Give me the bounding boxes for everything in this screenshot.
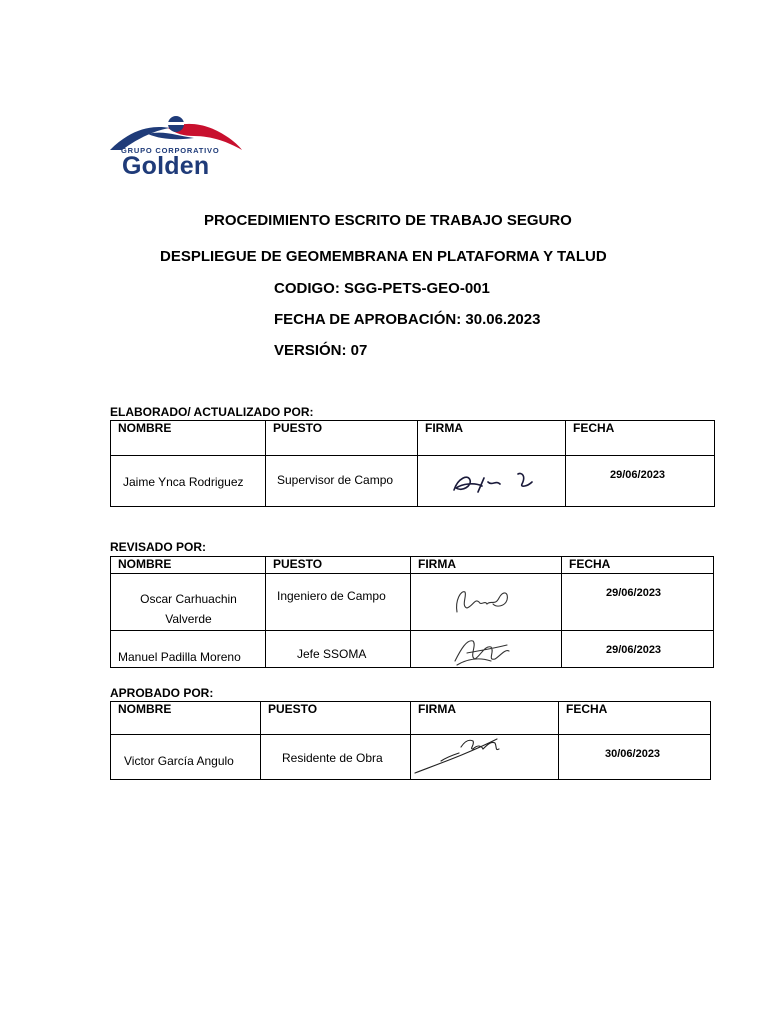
elaborado-label: ELABORADO/ ACTUALIZADO POR: <box>110 405 314 419</box>
table-row <box>111 456 715 507</box>
table-header-row <box>111 421 715 456</box>
signer-name: Manuel Padilla Moreno <box>118 650 241 664</box>
sign-date: 29/06/2023 <box>610 469 666 481</box>
header-puesto: PUESTO <box>266 557 411 574</box>
revisado-table <box>110 556 714 668</box>
signature-image <box>448 464 540 498</box>
sign-date: 30/06/2023 <box>605 748 661 760</box>
header-firma: FIRMA <box>418 421 566 456</box>
table-header-row <box>111 557 714 574</box>
company-logo <box>108 114 244 178</box>
signer-role: Supervisor de Campo <box>277 473 394 487</box>
header-fecha: FECHA <box>566 421 715 456</box>
table-row <box>111 631 714 668</box>
document-version: VERSIÓN: 07 <box>274 342 368 359</box>
logo-wordmark: Golden <box>122 152 210 180</box>
logo-tagline: GRUPO CORPORATIVO <box>121 146 220 155</box>
header-nombre: NOMBRE <box>111 557 266 574</box>
signer-name: Oscar Carhuachin Valverde <box>140 592 237 626</box>
document-code: CODIGO: SGG-PETS-GEO-001 <box>274 280 490 297</box>
signer-role: Residente de Obra <box>282 751 383 765</box>
header-nombre: NOMBRE <box>111 421 266 456</box>
elaborado-table <box>110 420 715 507</box>
aprobado-label: APROBADO POR: <box>110 686 214 700</box>
signer-name: Jaime Ynca Rodriguez <box>123 475 244 489</box>
sign-date: 29/06/2023 <box>606 644 662 656</box>
signature-image <box>451 576 517 620</box>
signer-role: Ingeniero de Campo <box>277 589 386 603</box>
signature-image <box>447 631 519 669</box>
header-nombre: NOMBRE <box>111 702 261 735</box>
document-subtitle: DESPLIEGUE DE GEOMEMBRANA EN PLATAFORMA Y TALUD <box>160 248 607 265</box>
sign-date: 29/06/2023 <box>606 587 662 599</box>
header-firma: FIRMA <box>411 702 559 735</box>
header-fecha: FECHA <box>559 702 711 735</box>
signer-name: Victor García Angulo <box>124 754 234 768</box>
aprobado-table <box>110 701 711 780</box>
header-puesto: PUESTO <box>261 702 411 735</box>
approval-date: FECHA DE APROBACIÓN: 30.06.2023 <box>274 311 541 328</box>
signature-image <box>411 727 521 777</box>
revisado-label: REVISADO POR: <box>110 540 207 554</box>
table-row <box>111 735 711 780</box>
header-fecha: FECHA <box>562 557 714 574</box>
document-title: PROCEDIMIENTO ESCRITO DE TRABAJO SEGURO <box>204 212 572 229</box>
header-firma: FIRMA <box>411 557 562 574</box>
signer-role: Jefe SSOMA <box>297 647 367 661</box>
table-row <box>111 574 714 631</box>
header-puesto: PUESTO <box>266 421 418 456</box>
